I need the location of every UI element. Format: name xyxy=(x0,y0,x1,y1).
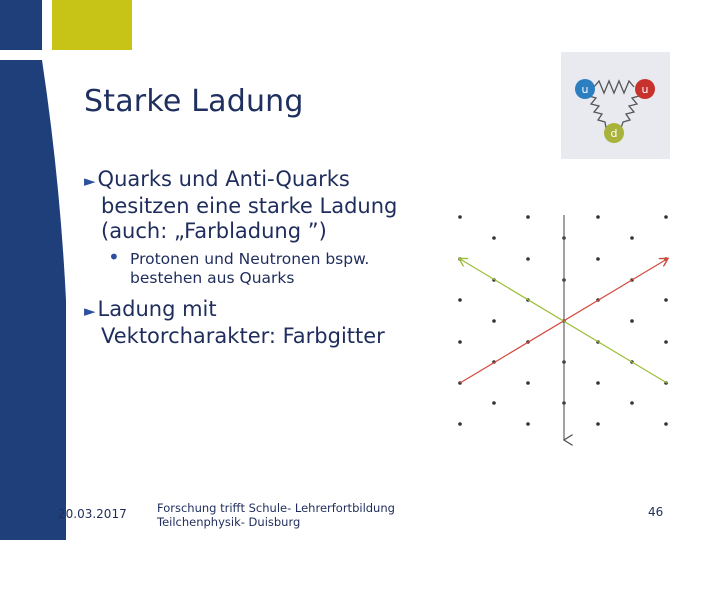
footer-date: 20.03.2017 xyxy=(58,507,127,521)
lattice-point xyxy=(596,215,600,219)
lattice-point xyxy=(526,215,530,219)
lattice-point xyxy=(630,319,634,323)
color-lattice-diagram xyxy=(440,200,690,450)
sub-bullet-text: Protonen und Neutronen bspw. xyxy=(130,250,370,268)
lattice-point xyxy=(526,422,530,426)
bullet-quarks xyxy=(84,167,397,244)
sub-bullet-text: bestehen aus Quarks xyxy=(130,269,295,287)
bullet-text: Quarks und Anti-Quarks xyxy=(97,167,350,191)
quark-triangle-image xyxy=(561,52,670,159)
lattice-point xyxy=(664,422,668,426)
lattice-point xyxy=(526,381,530,385)
footer-line: Teilchenphysik- Duisburg xyxy=(157,515,301,529)
lattice-point xyxy=(458,422,462,426)
corner-block-navy-top xyxy=(0,0,42,50)
lattice-point xyxy=(492,236,496,240)
lattice-point xyxy=(458,215,462,219)
lattice-point xyxy=(458,340,462,344)
corner-block-olive xyxy=(52,0,132,50)
slide-title: Starke Ladung xyxy=(84,84,304,119)
bullet-dot-icon: • xyxy=(108,245,120,269)
quark-label: d xyxy=(610,127,618,140)
sub-bullet-protons xyxy=(108,245,370,288)
lattice-point xyxy=(458,298,462,302)
lattice-point xyxy=(596,422,600,426)
footer-line: Forschung trifft Schule- Lehrerfortbildung xyxy=(157,501,395,515)
page-number: 46 xyxy=(648,505,664,519)
lattice-point xyxy=(630,401,634,405)
lattice-point xyxy=(492,401,496,405)
lattice-point xyxy=(664,298,668,302)
bullet-arrow-icon: ► xyxy=(84,302,96,320)
bullet-text: (auch: „Farbladung ”) xyxy=(101,219,327,243)
lattice-point xyxy=(630,236,634,240)
bullet-vector xyxy=(84,297,385,349)
footer-event xyxy=(157,501,395,529)
lattice-point xyxy=(526,257,530,261)
bullet-text: besitzen eine starke Ladung xyxy=(101,194,398,218)
lattice-point xyxy=(492,319,496,323)
bullet-text: Ladung mit xyxy=(97,297,217,321)
lattice-point xyxy=(596,381,600,385)
lattice-point xyxy=(596,257,600,261)
bullet-text: Vektorcharakter: Farbgitter xyxy=(101,324,385,348)
bullet-arrow-icon: ► xyxy=(84,172,96,190)
lattice-point xyxy=(664,340,668,344)
quark-label: u xyxy=(641,83,649,96)
lattice-point xyxy=(664,215,668,219)
quark-label: u xyxy=(581,83,589,96)
